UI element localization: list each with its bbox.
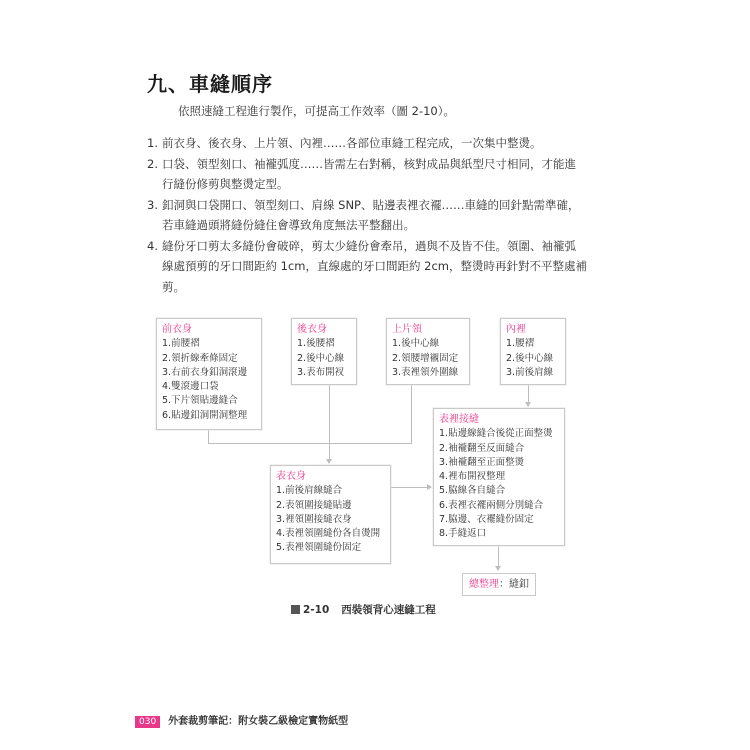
- box-entry: 5.下片領貼邊縫合: [162, 395, 238, 407]
- list-item: [147, 154, 587, 195]
- box-entry: 2.後中心線: [506, 352, 554, 364]
- box-entry: 2.後中心線: [297, 352, 345, 364]
- box-entry: 1.腰褶: [506, 338, 535, 350]
- arrow-to-summary: [495, 566, 501, 571]
- box-shell-lining-join: [433, 408, 565, 546]
- box-entry: 1.後腰褶: [297, 338, 335, 350]
- connector-collar-down: [411, 385, 412, 443]
- box-entry: 5.表裡領圍縫份固定: [276, 542, 362, 554]
- book-title: 外套裁剪筆記：附女裝乙級檢定實物紙型: [168, 716, 349, 727]
- box-entry: 4.表裡領圍縫份各自燙開: [276, 528, 381, 540]
- box-entry: 3.袖襱翻至正面整燙: [439, 456, 525, 468]
- box-entry: 2.袖襱翻至反面縫合: [439, 442, 525, 454]
- box-back-body: [291, 318, 357, 385]
- list-number: 2.: [147, 156, 158, 171]
- list-item: [147, 195, 587, 236]
- list-number: 1.: [147, 136, 158, 150]
- steps-list: [147, 133, 587, 297]
- box-title: 上片領: [392, 324, 422, 335]
- connector-front-down: [208, 430, 209, 443]
- box-entry: 3.前後肩線: [506, 366, 554, 378]
- summary-label: 總整理: [469, 579, 499, 590]
- list-item: [147, 236, 587, 298]
- summary-separator: ：: [499, 579, 509, 590]
- box-entry: 4.裡布開衩整理: [439, 471, 506, 483]
- box-title: 前衣身: [162, 324, 192, 335]
- box-entry: 3.右前衣身釦洞滾邊: [162, 366, 248, 378]
- connector-outer-right: [391, 487, 428, 488]
- connector-horizontal-top: [208, 443, 412, 444]
- box-entry: 1.前腰褶: [162, 338, 200, 350]
- list-text: 前衣身、後衣身、上片領、內裡……各部位車縫工程完成，一次集中整燙。: [162, 136, 542, 150]
- box-upper-collar: [386, 318, 470, 385]
- box-entry: 2.領腰增襯固定: [392, 352, 459, 364]
- box-entry: 5.脇線各自縫合: [439, 485, 506, 497]
- figure-caption: [291, 602, 436, 617]
- box-entry: 6.貼邊釦洞開洞整理: [162, 409, 248, 421]
- box-entry: 3.表裡領外圍線: [392, 366, 459, 378]
- box-entry: 1.後中心線: [392, 338, 440, 350]
- figure-icon: [291, 605, 300, 614]
- list-text: 縫份牙口剪太多縫份會破碎，剪太少縫份會牽吊，過與不及皆不佳。領圍、袖襱弧線處預剪的牙口間距約 1cm，直線處的牙口間距約 2cm，整燙時再針對不平整處補剪。: [162, 238, 587, 294]
- arrow-to-outer-body: [326, 459, 332, 464]
- box-entry: 2.表領圍接縫貼邊: [276, 499, 352, 511]
- box-entry: 1.前後肩線縫合: [276, 485, 343, 497]
- page-number-badge: 030: [135, 716, 160, 728]
- box-title: 表裡接縫: [439, 414, 479, 425]
- list-number: 3.: [147, 197, 158, 212]
- box-front-body: [156, 318, 262, 430]
- box-outer-body: [270, 465, 391, 564]
- page-footer: [135, 712, 348, 728]
- connector-lining-down: [528, 385, 529, 403]
- box-entry: 3.表布開衩: [297, 366, 345, 378]
- list-text: 口袋、領型刻口、袖襱弧度……皆需左右對稱，核對成品與紙型尺寸相同，才能進行縫份修剪與整燙定型。: [162, 156, 576, 191]
- arrow-to-join: [525, 402, 531, 407]
- box-entry: 6.表裡衣襬兩側分別縫合: [439, 499, 544, 511]
- box-lining: [500, 318, 566, 385]
- intro-paragraph: 依照速縫工程進行製作，可提高工作效率（圖 2-10）。: [178, 104, 456, 118]
- arrow-right-to-join: [427, 484, 432, 490]
- list-item: [147, 133, 587, 154]
- summary-value: 縫釦: [509, 579, 529, 590]
- connector-join-down: [498, 546, 499, 567]
- figure-title: 西裝領背心速縫工程: [341, 604, 436, 616]
- box-entry: 8.手縫返口: [439, 528, 487, 540]
- box-entry: 7.脇邊、衣襬縫份固定: [439, 514, 534, 526]
- box-title: 內裡: [506, 324, 526, 335]
- connector-back-down: [329, 385, 330, 460]
- box-entry: 4.雙滾邊口袋: [162, 381, 219, 393]
- box-title: 後衣身: [297, 324, 327, 335]
- list-text: 釦洞與口袋開口、領型刻口、肩線 SNP、貼邊表裡衣襬……車縫的回針點需準確，若車縫過頭將縫份縫住會導致角度無法平整翻出。: [162, 197, 580, 232]
- list-number: 4.: [147, 238, 158, 253]
- figure-number: 2-10: [303, 604, 330, 616]
- box-summary: [462, 573, 536, 596]
- box-entry: 1.貼邊線縫合後從正面整燙: [439, 428, 553, 440]
- section-heading: 九、車縫順序: [147, 72, 273, 96]
- box-title: 表衣身: [276, 471, 306, 482]
- box-entry: 2.領折線牽條固定: [162, 352, 238, 364]
- box-entry: 3.裡領圍接縫衣身: [276, 513, 352, 525]
